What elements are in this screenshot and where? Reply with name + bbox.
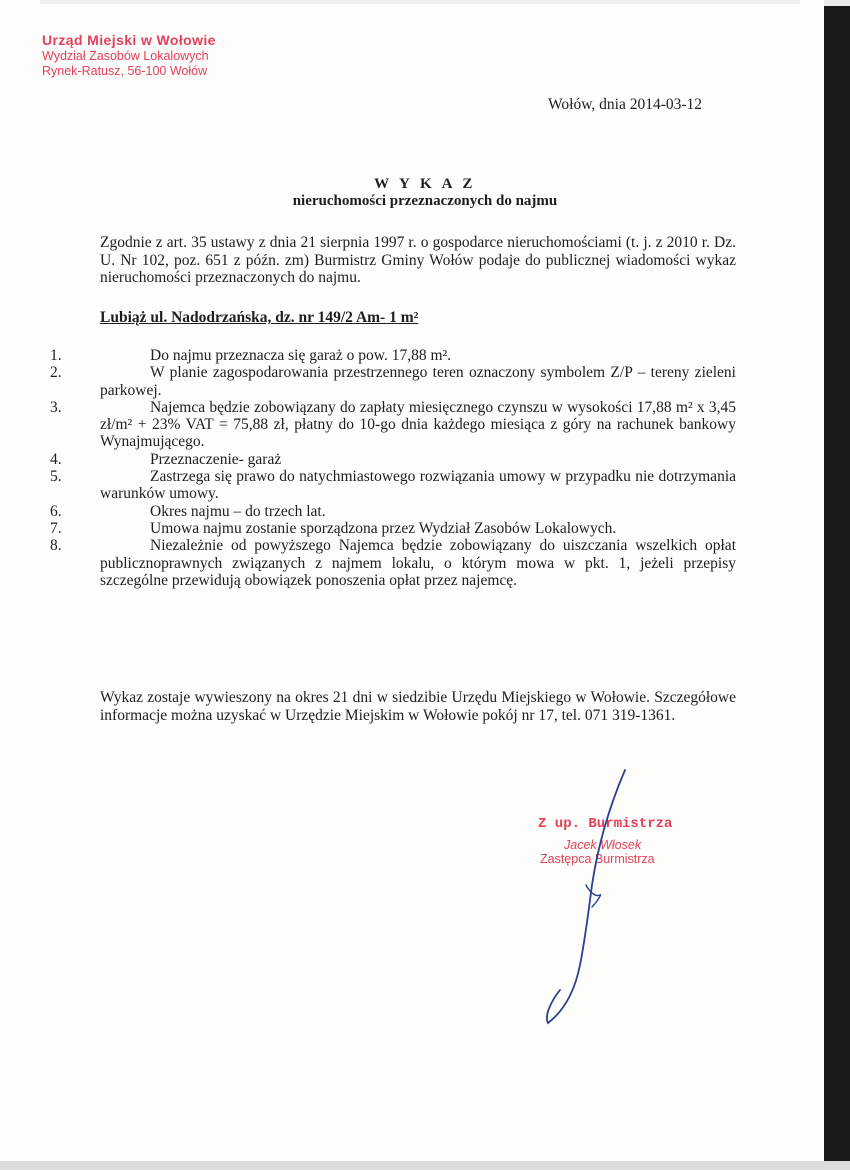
item-text: Niezależnie od powyższego Najemca będzie zobowiązany do uiszczania wszelkich opłat publicznoprawnych związanych z najmem lokalu, o którym mowa w pkt. 1, jeżeli przepisy szczególne przewidują obowiązek ponoszenia opłat przez najemcę. [100,537,736,589]
item-text: Umowa najmu zostanie sporządzona przez Wydział Zasobów Lokalowych. [150,519,617,537]
list-item [50,537,736,589]
list-item [50,398,736,451]
list-item [50,450,736,468]
scan-edge-bottom [0,1161,850,1170]
property-subject: Lubiąż ul. Nadodrzańska, dz. nr 149/2 Am- 1 m² [100,309,419,326]
item-number: 8. [50,537,62,555]
document-title: W Y K A Z [374,176,476,192]
list-item [50,502,736,520]
item-number: 6. [50,502,62,520]
item-number: 2. [50,364,62,382]
item-number: 3. [50,398,62,416]
letterhead-office: Urząd Miejski w Wołowie [42,32,216,48]
stamp-authority-line: Z up. Burmistrza [538,816,673,832]
list-item [50,468,736,503]
scan-shadow [40,0,800,4]
list-item [50,519,736,537]
document-subtitle: nieruchomości przeznaczonych do najmu [292,193,558,209]
letterhead-address: Rynek-Ratusz, 56-100 Wołów [42,64,208,78]
list-item [50,347,736,364]
handwritten-signature [530,765,640,1030]
item-number: 5. [50,468,62,486]
stamp-signer-name: Jacek Włosek [564,838,642,852]
item-text: W planie zagospodarowania przestrzennego teren oznaczony symbolem Z/P – tereny zieleni parkowej. [100,364,736,399]
item-number: 7. [50,519,62,537]
scan-edge-corner [824,0,850,6]
item-text: Najemca będzie zobowiązany do zapłaty miesięcznego czynszu w wysokości 17,88 m² x 3,45 zł/m² + 23% VAT = 75,88 zł, płatny do 10-go dnia każdego miesiąca z góry na rachunek bankowy Wynajmującego. [100,398,736,451]
stamp-signer-role: Zastępca Burmistrza [540,852,655,866]
conditions-list [50,347,736,589]
item-text: Zastrzega się prawo do natychmiastowego rozwiązania umowy w przypadku nie dotrzymania warunków umowy. [100,468,736,503]
intro-paragraph: Zgodnie z art. 35 ustawy z dnia 21 sierpnia 1997 r. o gospodarce nieruchomościami (t. j. z 2010 r. Dz. U. Nr 102, poz. 651 z późn. zm) Burmistrz Gminy Wołów podaje do publicznej wiadomości wykaz nieruchomości przeznaczonych do najmu. [100,234,736,286]
footer-paragraph: Wykaz zostaje wywieszony na okres 21 dni w siedzibie Urzędu Miejskiego w Wołowie. Szczegółowe informacje można uzyskać w Urzędzie Miejskim w Wołowie pokój nr 17, tel. 071 319-1361. [100,689,736,724]
document-date: Wołów, dnia 2014-03-12 [548,96,703,113]
letterhead-department: Wydział Zasobów Lokalowych [42,49,209,63]
item-text: Przeznaczenie- garaż [150,450,282,468]
item-number: 1. [50,347,62,364]
item-text: Do najmu przeznacza się garaż o pow. 17,88 m². [150,347,452,364]
item-number: 4. [50,450,62,468]
item-text: Okres najmu – do trzech lat. [150,502,326,520]
list-item [50,364,736,399]
letterhead-stamp [42,32,216,79]
